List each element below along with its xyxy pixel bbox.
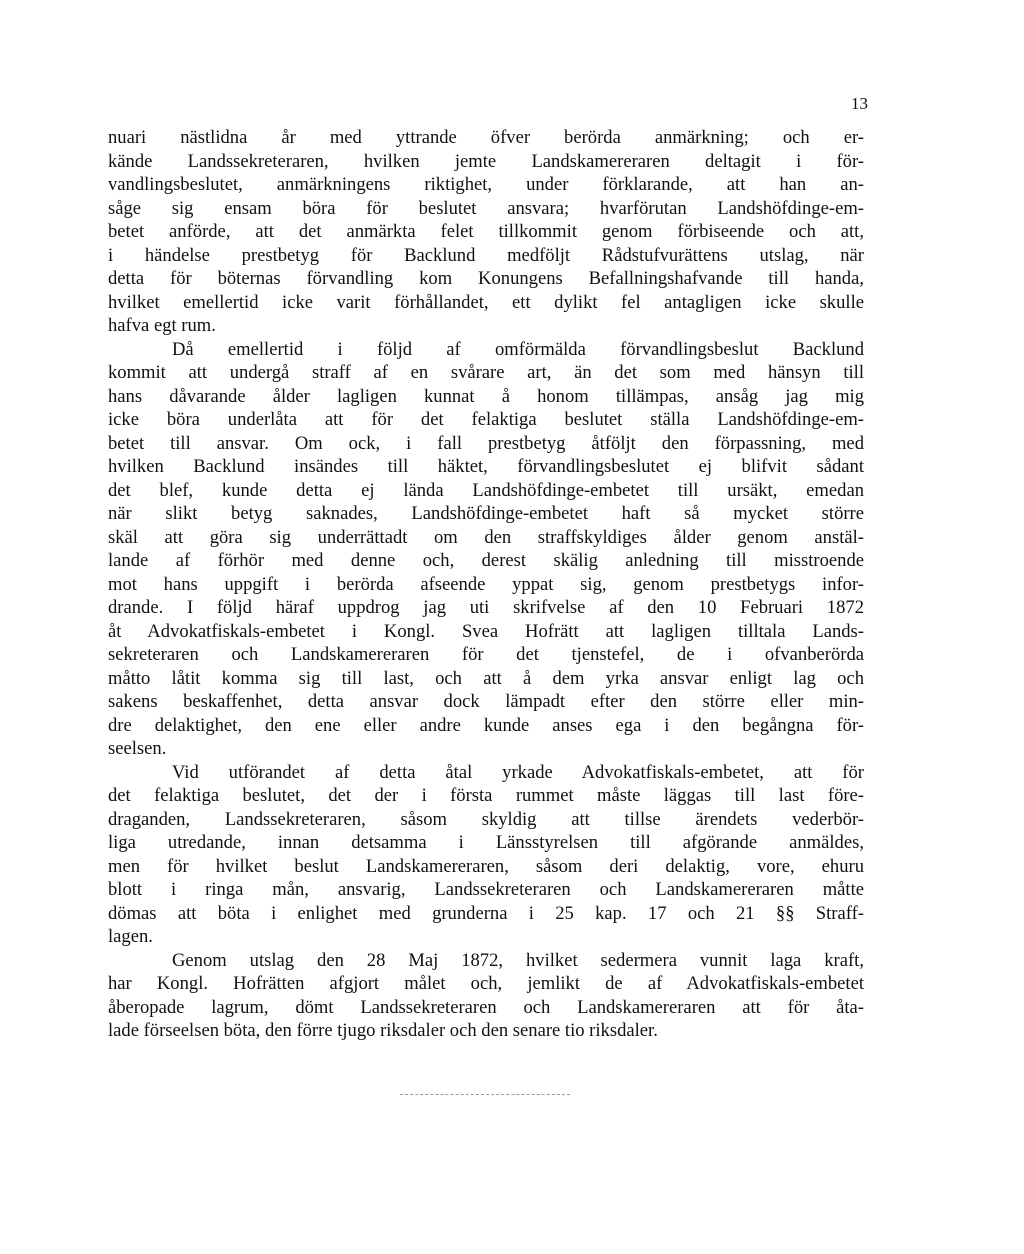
- body-text: [108, 126, 864, 1043]
- text-line: Då emellertid i följd af omförmälda förvandlingsbeslut Backlund: [172, 338, 864, 360]
- text-line: sakens beskaffenhet, detta ansvar dock lämpadt efter den större eller min-: [108, 691, 864, 712]
- text-line: hafva egt rum.: [108, 315, 216, 336]
- text-line: nuari nästlidna år med yttrande öfver berörda anmärkning; och er-: [108, 127, 864, 148]
- text-line: blott i ringa mån, ansvarig, Landssekreteraren och Landskamereraren måtte: [108, 879, 864, 900]
- text-line: liga utredande, innan detsamma i Länsstyrelsen till afgörande anmäldes,: [108, 832, 864, 853]
- text-line: betet anförde, att det anmärkta felet tillkommit genom förbiseende och att,: [108, 221, 864, 242]
- text-line: såge sig ensam böra för beslutet ansvara; hvarförutan Landshöfdinge-em-: [108, 197, 864, 219]
- text-line: skäl att göra sig underrättadt om den straffskyldiges ålder genom anstäl-: [108, 526, 864, 548]
- page-number: 13: [851, 94, 868, 113]
- separator-rule: [400, 1094, 570, 1096]
- text-line: Vid utförandet af detta åtal yrkade Advokatfiskals-embetet, att för: [172, 761, 864, 783]
- text-line: åt Advokatfiskals-embetet i Kongl. Svea Hofrätt att lagligen tilltala Lands-: [108, 620, 864, 642]
- text-line: det felaktiga beslutet, det der i första rummet måste läggas till last före-: [108, 785, 864, 806]
- text-line: åberopade lagrum, dömt Landssekreteraren och Landskamereraren att för åta-: [108, 996, 864, 1018]
- text-line: icke böra underlåta att för det felaktiga beslutet ställa Landshöfdinge-em-: [108, 409, 864, 430]
- text-line: dre delaktighet, den ene eller andre kunde anses ega i den begångna för-: [108, 714, 864, 736]
- text-line: dömas att böta i enlighet med grunderna i 25 kap. 17 och 21 §§ Straff-: [108, 902, 864, 924]
- text-line: drande. I följd häraf uppdrog jag uti skrifvelse af den 10 Februari 1872: [108, 597, 864, 618]
- text-line: vandlingsbeslutet, anmärkningens riktighet, under förklarande, att han an-: [108, 174, 864, 195]
- text-line: seelsen.: [108, 738, 167, 759]
- text-line: sekreteraren och Landskamereraren för det tjenstefel, de i ofvanberörda: [108, 644, 864, 665]
- text-line: lagen.: [108, 926, 153, 947]
- text-line: hans dåvarande ålder lagligen kunnat å honom tillämpas, ansåg jag mig: [108, 385, 864, 407]
- text-line: lande af förhör med denne och, derest skälig anledning till misstroende: [108, 550, 864, 571]
- text-line: draganden, Landssekreteraren, såsom skyldig att tillse ärendets vederbör-: [108, 808, 864, 830]
- text-line: detta för böternas förvandling kom Konungens Befallningshafvande till handa,: [108, 268, 864, 289]
- text-line: kommit att undergå straff af en svårare art, än det som med hänsyn till: [108, 362, 864, 383]
- text-line: måtto låtit komma sig till last, och att å dem yrka ansvar enligt lag och: [108, 667, 864, 689]
- text-line: kände Landssekreteraren, hvilken jemte Landskamereraren deltagit i för-: [108, 150, 864, 172]
- text-line: Genom utslag den 28 Maj 1872, hvilket sedermera vunnit laga kraft,: [172, 949, 864, 971]
- text-line: mot hans uppgift i berörda afseende yppat sig, genom prestbetygs infor-: [108, 573, 864, 595]
- text-line: i händelse prestbetyg för Backlund medföljt Rådstufvurättens utslag, när: [108, 244, 864, 266]
- text-line: hvilket emellertid icke varit förhållandet, ett dylikt fel antagligen icke skulle: [108, 291, 864, 313]
- text-line: men för hvilket beslut Landskamereraren, såsom deri delaktig, vore, ehuru: [108, 855, 864, 877]
- text-line: har Kongl. Hofrätten afgjort målet och, jemlikt de af Advokatfiskals-embetet: [108, 973, 864, 994]
- text-line: när slikt betyg saknades, Landshöfdinge-embetet haft så mycket större: [108, 503, 864, 524]
- text-line: hvilken Backlund insändes till häktet, förvandlingsbeslutet ej blifvit sådant: [108, 456, 864, 477]
- text-line: lade förseelsen böta, den förre tjugo riksdaler och den senare tio riksdaler.: [108, 1020, 658, 1041]
- text-line: betet till ansvar. Om ock, i fall prestbetyg åtföljt den förpassning, med: [108, 432, 864, 454]
- text-line: det blef, kunde detta ej lända Landshöfdinge-embetet till ursäkt, emedan: [108, 479, 864, 501]
